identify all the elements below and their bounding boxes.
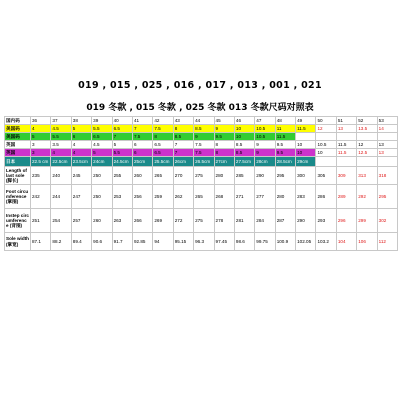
row-label: 日本 <box>5 157 31 167</box>
table-cell: 13 <box>377 141 397 149</box>
size-chart-title: 019 冬款 , 015 冬款 , 025 冬款 013 冬款尺码对照表 <box>86 103 314 113</box>
table-cell: 102.05 <box>296 233 316 251</box>
table-cell: 28cm <box>255 157 275 167</box>
table-cell: 13.5 <box>357 125 377 133</box>
table-cell: 96.3 <box>194 233 214 251</box>
row-label: 英国 <box>5 141 31 149</box>
table-cell: 103.2 <box>316 233 336 251</box>
table-cell: 296 <box>336 209 356 233</box>
table-cell: 7 <box>173 141 193 149</box>
table-cell: 52 <box>357 117 377 125</box>
table-cell: 5 <box>92 149 112 157</box>
table-cell: 8.5 <box>234 149 254 157</box>
table-cell: 269 <box>153 209 173 233</box>
table-cell: 4 <box>71 141 91 149</box>
table-cell: 9 <box>255 141 275 149</box>
table-cell: 5.5 <box>51 133 71 141</box>
table-cell: 26cm <box>173 157 193 167</box>
table-cell: 25.5cm <box>153 157 173 167</box>
row-label: Foot circumference (掌围) <box>5 185 31 209</box>
table-cell: 29cm <box>296 157 316 167</box>
table-cell: 27cm <box>214 157 234 167</box>
table-cell: 23.5cm <box>71 157 91 167</box>
row-cm <box>5 157 398 167</box>
table-cell: 7 <box>132 125 152 133</box>
table-cell: 99.75 <box>255 233 275 251</box>
table-cell: 106 <box>357 233 377 251</box>
table-cell: 271 <box>234 185 254 209</box>
table-cell: 10.5 <box>255 125 275 133</box>
table-cell: 4 <box>71 149 91 157</box>
table-cell: 302 <box>377 209 397 233</box>
table-cell: 283 <box>296 185 316 209</box>
table-cell: 272 <box>173 209 193 233</box>
table-cell: 10 <box>316 149 336 157</box>
row-sole-width <box>5 233 398 251</box>
table-cell: 254 <box>51 209 71 233</box>
table-cell: 50 <box>316 117 336 125</box>
row-label: 英国 <box>5 149 31 157</box>
table-cell: 247 <box>71 185 91 209</box>
table-cell: 26.5cm <box>194 157 214 167</box>
table-cell: 8 <box>214 149 234 157</box>
table-cell <box>316 133 336 141</box>
table-cell: 265 <box>194 185 214 209</box>
table-cell: 285 <box>234 167 254 185</box>
table-cell: 5.5 <box>112 149 132 157</box>
row-label: 国内码 <box>5 117 31 125</box>
table-cell: 278 <box>214 209 234 233</box>
row-uk <box>5 141 398 149</box>
table-cell: 90.6 <box>92 233 112 251</box>
row-uk-alt <box>5 149 398 157</box>
table-cell: 6 <box>71 133 91 141</box>
table-cell: 293 <box>316 209 336 233</box>
table-cell: 14 <box>377 125 397 133</box>
table-cell: 53 <box>377 117 397 125</box>
table-cell: 3.5 <box>51 141 71 149</box>
row-label: Instep circumference (背围) <box>5 209 31 233</box>
table-cell <box>357 133 377 141</box>
size-conversion-table <box>4 116 398 251</box>
table-cell: 286 <box>316 185 336 209</box>
table-cell: 4 <box>51 149 71 157</box>
table-cell: 13 <box>377 149 397 157</box>
table-cell: 3 <box>31 141 51 149</box>
table-cell: 289 <box>336 185 356 209</box>
table-cell: 6.5 <box>92 133 112 141</box>
table-cell: 7 <box>112 133 132 141</box>
table-cell: 309 <box>336 167 356 185</box>
table-cell: 10 <box>296 141 316 149</box>
table-cell: 45 <box>214 117 234 125</box>
table-cell: 242 <box>31 185 51 209</box>
table-cell: 6.5 <box>112 125 132 133</box>
table-cell: 22.5 cm <box>31 157 51 167</box>
table-cell: 13 <box>336 125 356 133</box>
table-cell: 88.2 <box>51 233 71 251</box>
table-cell: 240 <box>51 167 71 185</box>
table-cell: 305 <box>316 167 336 185</box>
table-cell: 280 <box>275 185 295 209</box>
table-cell: 9 <box>214 125 234 133</box>
table-cell: 299 <box>357 209 377 233</box>
row-label: Sole width (掌宽) <box>5 233 31 251</box>
table-cell: 9.5 <box>214 133 234 141</box>
table-cell: 5 <box>112 141 132 149</box>
table-cell: 9 <box>194 133 214 141</box>
row-instep <box>5 209 398 233</box>
row-foot-circ <box>5 185 398 209</box>
table-cell: 287 <box>275 209 295 233</box>
table-cell: 7.5 <box>194 141 214 149</box>
row-label: Length of last sole (脚长) <box>5 167 31 185</box>
row-length <box>5 167 398 185</box>
table-cell: 8.5 <box>234 141 254 149</box>
table-cell: 260 <box>92 209 112 233</box>
table-cell: 8.5 <box>194 125 214 133</box>
table-cell: 270 <box>173 167 193 185</box>
table-cell: 250 <box>92 185 112 209</box>
table-cell: 11.5 <box>275 133 295 141</box>
table-cell: 8 <box>173 125 193 133</box>
table-cell: 11.5 <box>336 141 356 149</box>
table-cell: 112 <box>377 233 397 251</box>
table-cell: 6 <box>132 149 152 157</box>
table-cell: 245 <box>71 167 91 185</box>
table-cell: 24cm <box>92 157 112 167</box>
table-cell: 91.7 <box>112 233 132 251</box>
table-cell: 46 <box>234 117 254 125</box>
table-cell: 47 <box>255 117 275 125</box>
table-cell: 5 <box>31 133 51 141</box>
table-cell: 253 <box>112 185 132 209</box>
table-cell: 100.9 <box>275 233 295 251</box>
table-cell: 97.45 <box>214 233 234 251</box>
table-cell: 255 <box>112 167 132 185</box>
table-cell <box>357 157 377 167</box>
table-cell: 6 <box>132 141 152 149</box>
table-cell: 10 <box>234 125 254 133</box>
table-cell <box>377 133 397 141</box>
table-cell: 256 <box>132 185 152 209</box>
table-cell <box>316 157 336 167</box>
table-cell <box>336 157 356 167</box>
table-cell: 8 <box>153 133 173 141</box>
table-cell: 42 <box>153 117 173 125</box>
table-cell: 24.5cm <box>112 157 132 167</box>
table-cell: 318 <box>377 167 397 185</box>
table-cell: 8 <box>214 141 234 149</box>
table-cell: 262 <box>173 185 193 209</box>
table-cell: 11.5 <box>336 149 356 157</box>
table-cell: 104 <box>336 233 356 251</box>
row-label: 美国码 <box>5 125 31 133</box>
table-cell: 250 <box>92 167 112 185</box>
table-cell: 22.5cm <box>51 157 71 167</box>
table-cell: 266 <box>132 209 152 233</box>
table-cell: 48 <box>275 117 295 125</box>
table-cell: 9.5 <box>275 149 295 157</box>
table-cell: 95.15 <box>173 233 193 251</box>
table-cell: 36 <box>31 117 51 125</box>
table-cell: 89.4 <box>71 233 91 251</box>
table-cell: 49 <box>296 117 316 125</box>
table-cell: 12 <box>316 125 336 133</box>
table-cell: 7.5 <box>194 149 214 157</box>
table-cell: 8.5 <box>173 133 193 141</box>
table-cell: 51 <box>336 117 356 125</box>
table-cell: 5 <box>71 125 91 133</box>
table-cell <box>377 157 397 167</box>
table-cell: 7 <box>173 149 193 157</box>
table-cell: 263 <box>112 209 132 233</box>
table-cell: 284 <box>255 209 275 233</box>
table-cell: 87.1 <box>31 233 51 251</box>
table-cell: 235 <box>31 167 51 185</box>
table-cell: 43 <box>173 117 193 125</box>
table-cell: 275 <box>194 209 214 233</box>
row-us-men <box>5 125 398 133</box>
table-cell: 10 <box>296 149 316 157</box>
table-cell: 4.5 <box>51 125 71 133</box>
table-cell: 9 <box>255 149 275 157</box>
table-cell: 6.5 <box>153 141 173 149</box>
table-cell: 94 <box>153 233 173 251</box>
row-us-women <box>5 133 398 141</box>
table-cell: 27.5cm <box>234 157 254 167</box>
model-numbers-title: 019 , 015 , 025 , 016 , 017 , 013 , 001 , 021 <box>78 80 322 91</box>
table-cell <box>296 133 316 141</box>
table-cell: 313 <box>357 167 377 185</box>
table-cell: 11.5 <box>296 125 316 133</box>
table-cell: 259 <box>153 185 173 209</box>
row-label: 美国码 <box>5 133 31 141</box>
table-cell: 10.5 <box>316 141 336 149</box>
table-cell: 10.5 <box>255 133 275 141</box>
table-cell <box>336 133 356 141</box>
table-cell: 244 <box>51 185 71 209</box>
table-cell: 4.5 <box>92 141 112 149</box>
table-cell: 295 <box>275 167 295 185</box>
table-cell: 281 <box>234 209 254 233</box>
table-cell: 265 <box>153 167 173 185</box>
table-cell: 6.5 <box>153 149 173 157</box>
table-cell: 12.5 <box>357 149 377 157</box>
table-cell: 292 <box>357 185 377 209</box>
table-cell: 268 <box>214 185 234 209</box>
table-cell: 92.85 <box>132 233 152 251</box>
table-cell: 3 <box>31 149 51 157</box>
table-cell: 11 <box>275 125 295 133</box>
table-cell: 9.5 <box>275 141 295 149</box>
table-cell: 257 <box>71 209 91 233</box>
table-cell: 37 <box>51 117 71 125</box>
table-cell: 98.6 <box>234 233 254 251</box>
table-cell: 5.5 <box>92 125 112 133</box>
table-cell: 260 <box>132 167 152 185</box>
table-cell: 7.5 <box>153 125 173 133</box>
table-cell: 280 <box>214 167 234 185</box>
table-cell: 41 <box>132 117 152 125</box>
table-cell: 275 <box>194 167 214 185</box>
table-cell: 295 <box>377 185 397 209</box>
row-eu <box>5 117 398 125</box>
table-cell: 25cm <box>132 157 152 167</box>
table-cell: 290 <box>296 209 316 233</box>
table-cell: 39 <box>92 117 112 125</box>
table-cell: 10 <box>234 133 254 141</box>
table-cell: 12 <box>357 141 377 149</box>
table-cell: 28.5cm <box>275 157 295 167</box>
table-cell: 40 <box>112 117 132 125</box>
table-cell: 290 <box>255 167 275 185</box>
table-cell: 38 <box>71 117 91 125</box>
table-cell: 7.5 <box>132 133 152 141</box>
table-cell: 4 <box>31 125 51 133</box>
table-cell: 300 <box>296 167 316 185</box>
table-cell: 251 <box>31 209 51 233</box>
table-cell: 44 <box>194 117 214 125</box>
table-cell: 277 <box>255 185 275 209</box>
